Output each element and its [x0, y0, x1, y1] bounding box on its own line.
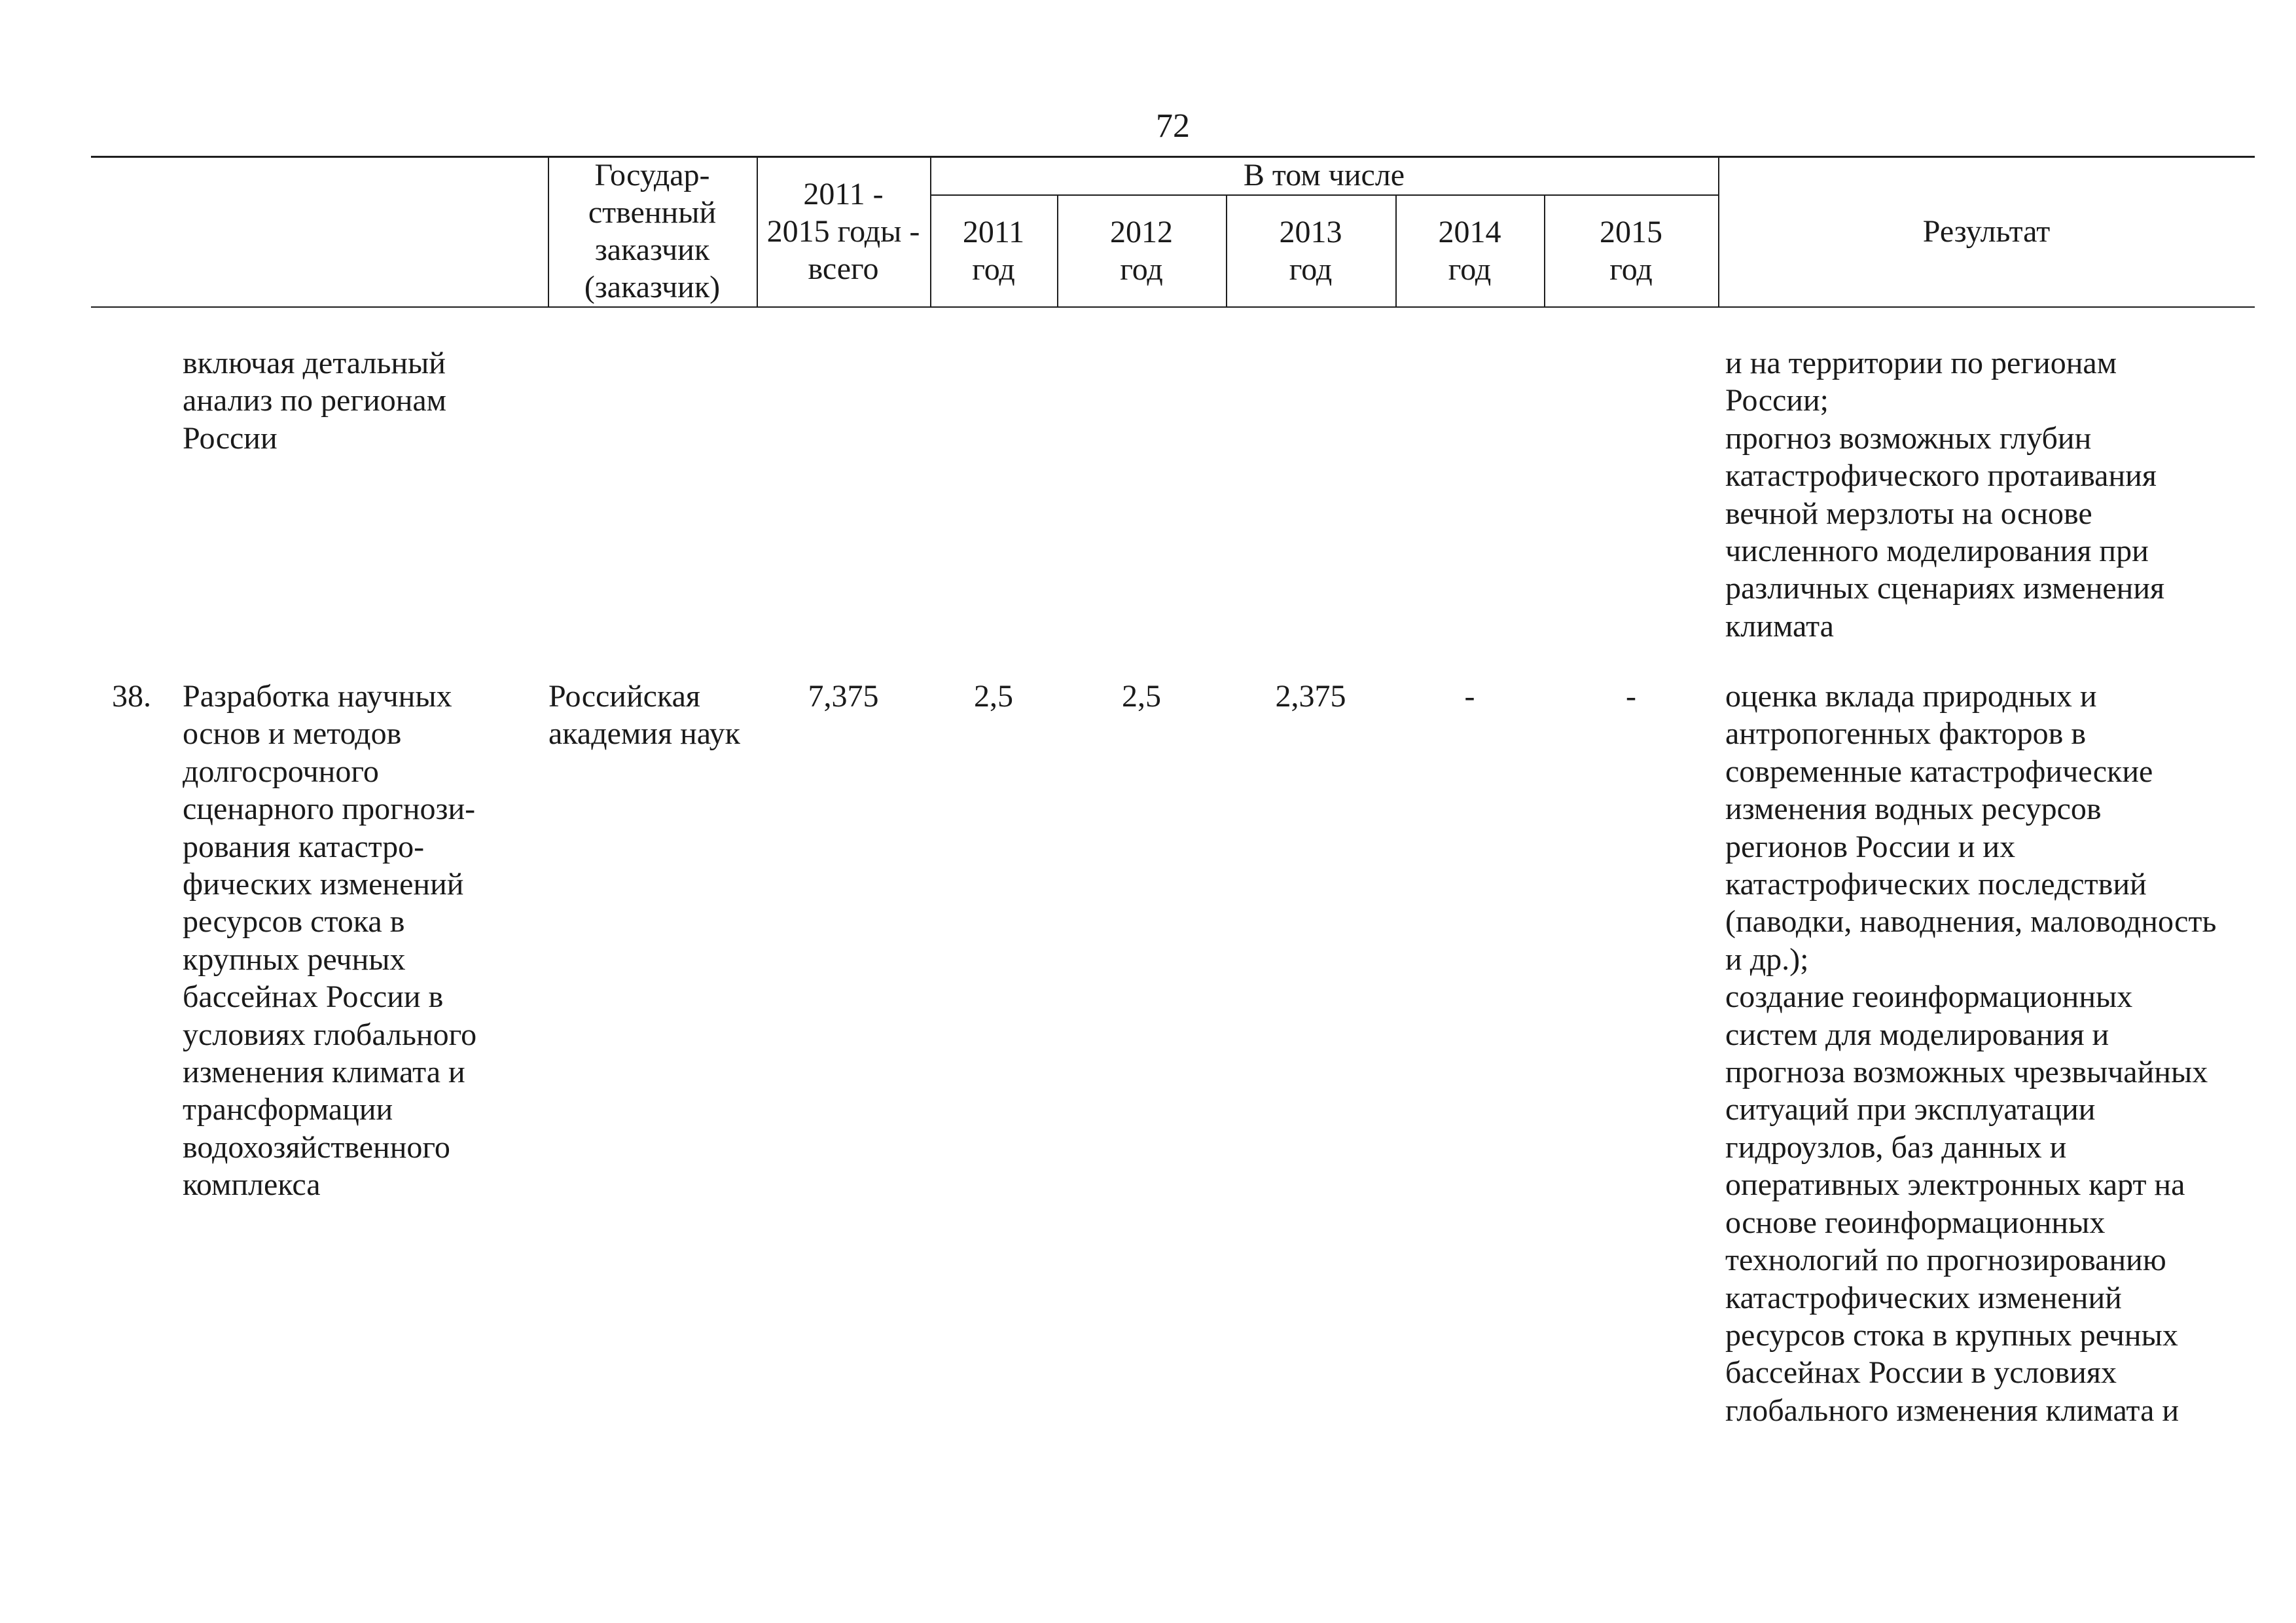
name-line: сценарного прогнози-: [183, 792, 476, 827]
header-year-unit: год: [1609, 251, 1653, 287]
row-name: [183, 344, 446, 457]
header-year-unit: год: [1448, 251, 1492, 287]
header-customer-line: Государ-: [594, 158, 710, 192]
row-name: [183, 678, 476, 1204]
name-line: Разработка научных: [183, 679, 452, 714]
name-line: комплекса: [183, 1167, 321, 1203]
name-line: анализ по регионам: [183, 383, 447, 418]
result-line: изменения водных ресурсов: [1725, 792, 2102, 827]
name-line: России: [183, 420, 278, 456]
name-line: фических изменений: [183, 867, 464, 902]
header-customer-line: (заказчик): [584, 270, 721, 304]
header-total-line: 2015 годы -: [766, 213, 920, 249]
name-line: водохозяйственного: [183, 1129, 450, 1165]
result-line: ресурсов стока в крупных речных: [1725, 1317, 2178, 1353]
result-line: глобального изменения климата и: [1725, 1393, 2179, 1428]
name-line: основ и методов: [183, 716, 402, 752]
name-line: рования катастро-: [183, 829, 425, 864]
result-line: ситуаций при эксплуатации: [1725, 1092, 2096, 1127]
result-line: численного моделирования при: [1725, 534, 2149, 569]
row-value-2011: 2,5: [974, 679, 1013, 714]
header-year-2011: [930, 194, 1057, 306]
row-value-2013: 2,375: [1275, 679, 1346, 714]
result-line: создание геоинформационных: [1725, 979, 2133, 1015]
header-customer: [548, 156, 757, 306]
name-line: ресурсов стока в: [183, 904, 405, 939]
header-result-label: Результат: [1922, 213, 2051, 249]
header-result: [1718, 156, 2255, 306]
row-result: [1725, 344, 2164, 645]
name-line: трансформации: [183, 1092, 393, 1127]
header-year-value: 2014: [1438, 214, 1501, 249]
header-year-value: 2012: [1110, 214, 1173, 249]
result-line: технологий по прогнозированию: [1725, 1243, 2166, 1278]
result-line: антропогенных факторов в: [1725, 716, 2086, 752]
result-line: оперативных электронных карт на: [1725, 1167, 2185, 1203]
header-year-value: 2013: [1279, 214, 1342, 249]
result-line: систем для моделирования и: [1725, 1017, 2109, 1052]
row-number: 38.: [112, 679, 151, 714]
result-line: регионов России и их: [1725, 829, 2016, 864]
result-line: и на территории по регионам: [1725, 346, 2117, 380]
row-customer: [548, 678, 740, 753]
name-line: включая детальный: [183, 346, 446, 380]
header-year-2014: [1395, 194, 1544, 306]
result-line: гидроузлов, баз данных и: [1725, 1129, 2067, 1165]
result-line: современные катастрофические: [1725, 754, 2153, 789]
name-line: крупных речных: [183, 941, 406, 977]
name-line: долгосрочного: [183, 754, 379, 789]
result-line: оценка вклада природных и: [1725, 679, 2097, 714]
row-value-2015: -: [1626, 679, 1636, 714]
result-line: и др.);: [1725, 941, 1809, 977]
header-bottom-rule: [91, 306, 2255, 308]
header-customer-line: заказчик: [594, 232, 710, 267]
header-year-value: 2015: [1600, 214, 1662, 249]
result-line: России;: [1725, 383, 1829, 418]
row-value-2012: 2,5: [1122, 679, 1161, 714]
name-line: условиях глобального: [183, 1017, 477, 1052]
result-line: бассейнах России в условиях: [1725, 1355, 2117, 1391]
header-total-line: 2011 -: [803, 176, 884, 211]
header-year-2012: [1057, 194, 1226, 306]
customer-line: Российская: [548, 679, 700, 714]
result-line: климата: [1725, 608, 1834, 644]
result-line: прогноз возможных глубин: [1725, 420, 2092, 456]
result-line: основе геоинформационных: [1725, 1205, 2106, 1240]
result-line: прогноза возможных чрезвычайных: [1725, 1055, 2208, 1090]
header-year-2015: [1544, 194, 1718, 306]
page-number: 72: [1156, 107, 1190, 145]
header-including: [930, 156, 1718, 194]
result-line: различных сценариях изменения: [1725, 571, 2165, 606]
row-total: 7,375: [808, 679, 879, 714]
header-year-unit: год: [1289, 251, 1333, 287]
result-line: вечной мерзлоты на основе: [1725, 496, 2092, 531]
result-line: катастрофических изменений: [1725, 1280, 2122, 1315]
row-result: [1725, 678, 2216, 1429]
header-customer-line: ственный: [588, 195, 717, 230]
customer-line: академия наук: [548, 716, 740, 752]
name-line: бассейнах России в: [183, 979, 444, 1015]
header-year-unit: год: [1120, 251, 1163, 287]
result-line: катастрофического протаивания: [1725, 458, 2157, 494]
header-total-line: всего: [808, 251, 879, 286]
result-line: катастрофических последствий: [1725, 867, 2147, 902]
result-line: (паводки, наводнения, маловодность: [1725, 904, 2217, 939]
header-year-unit: год: [972, 251, 1015, 287]
row-value-2014: -: [1464, 679, 1475, 714]
header-year-2013: [1226, 194, 1395, 306]
name-line: изменения климата и: [183, 1055, 465, 1090]
header-year-value: 2011: [962, 214, 1025, 249]
header-including-label: В том числе: [1243, 158, 1405, 192]
header-total: [757, 156, 930, 306]
